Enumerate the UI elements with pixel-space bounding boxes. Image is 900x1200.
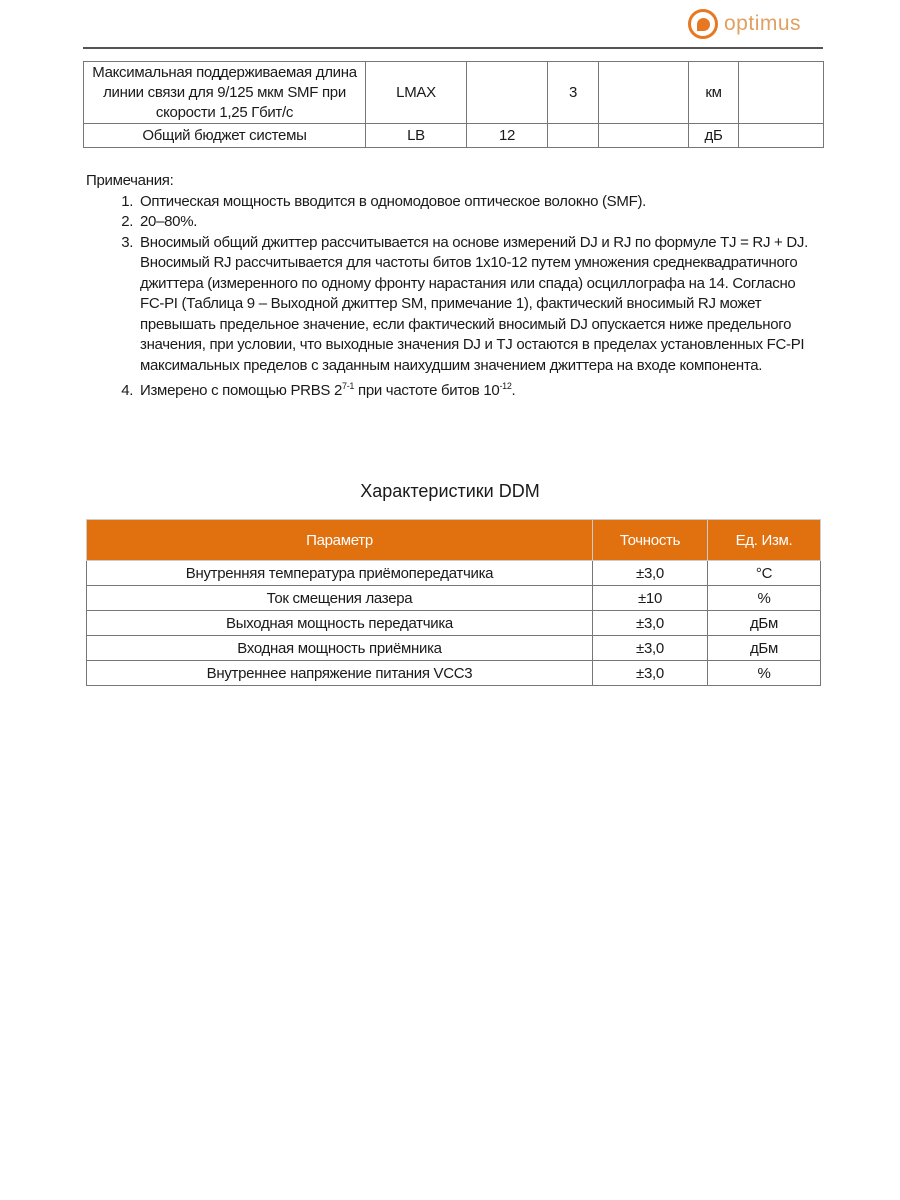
- param-cell: Входная мощность приёмника: [87, 636, 593, 661]
- param-cell: Внутренняя температура приёмопередатчика: [87, 561, 593, 586]
- param-cell: Общий бюджет системы: [84, 124, 366, 148]
- param-cell: Ток смещения лазера: [87, 586, 593, 611]
- table-row: [84, 62, 824, 124]
- accuracy-cell: ±10: [593, 586, 708, 611]
- logo-text: optimus: [724, 12, 802, 35]
- note-superscript: -12: [499, 381, 512, 391]
- column-header: Точность: [593, 520, 708, 561]
- note-item: 2. 20–80%.: [137, 212, 816, 233]
- ddm-table: [86, 519, 821, 686]
- max-cell: [599, 124, 689, 148]
- table-row: [87, 586, 821, 611]
- unit-cell: %: [708, 586, 821, 611]
- accuracy-cell: ±3,0: [593, 561, 708, 586]
- unit-cell: дБм: [708, 636, 821, 661]
- note-cell: [739, 124, 824, 148]
- unit-cell: км: [689, 62, 739, 124]
- notes-section: [86, 171, 816, 402]
- column-header: Ед. Изм.: [708, 520, 821, 561]
- table-row: [87, 561, 821, 586]
- note-superscript: 7-1: [342, 381, 355, 391]
- param-cell: Максимальная поддерживаемая длина линии связи для 9/125 мкм SMF при скорости 1,25 Гбит/с: [84, 62, 366, 124]
- notes-title: Примечания:: [86, 172, 174, 189]
- note-text: Измерено с помощью PRBS 2: [140, 382, 343, 399]
- unit-cell: %: [708, 661, 821, 686]
- symbol-cell: LMAX: [366, 62, 467, 124]
- note-cell: [739, 62, 824, 124]
- note-item: 1. Оптическая мощность вводится в одномодовое оптическое волокно (SMF).: [137, 192, 816, 213]
- optimus-logo-icon: [688, 9, 718, 39]
- table-row: [87, 661, 821, 686]
- accuracy-cell: ±3,0: [593, 636, 708, 661]
- accuracy-cell: ±3,0: [593, 661, 708, 686]
- unit-cell: дБм: [708, 611, 821, 636]
- max-cell: [599, 62, 689, 124]
- column-header: Параметр: [87, 520, 593, 561]
- note-item: [137, 376, 816, 402]
- typ-cell: 3: [548, 62, 599, 124]
- table-row: [87, 611, 821, 636]
- typ-cell: [548, 124, 599, 148]
- unit-cell: дБ: [689, 124, 739, 148]
- notes-list: [86, 192, 816, 402]
- accuracy-cell: ±3,0: [593, 611, 708, 636]
- table-row: [84, 124, 824, 148]
- note-item: 3. Вносимый общий джиттер рассчитывается на основе измерений DJ и RJ по формуле TJ = RJ + DJ. Вносимый RJ рассчитывается для частоты битов 1x10-12 путем умножения среднеквадратичного джиттера (измеренного по одному фронту нарастания или спада) осциллографа на 14. Согласно FC-PI (Таблица 9 – Выходной джиттер SM, примечание 1), фактический вносимый RJ может превышать предельное значение, если фактический вносимый DJ опускается ниже предельного значения, при условии, что выходные значения DJ и TJ остаются в пределах установленных FC-PI максимальных пределов с заданным наихудшим значением джиттера на входе компонента.: [137, 233, 816, 377]
- header-divider: [83, 47, 823, 49]
- note-text: .: [511, 382, 516, 399]
- table-row: [87, 636, 821, 661]
- section-title: Характеристики DDM: [360, 481, 540, 501]
- symbol-cell: LB: [366, 124, 467, 148]
- spec-table: [83, 61, 824, 148]
- table-header-row: [87, 520, 821, 561]
- note-text: при частоте битов 10: [354, 382, 500, 399]
- brand-logo: [688, 9, 801, 39]
- param-cell: Выходная мощность передатчика: [87, 611, 593, 636]
- unit-cell: °C: [708, 561, 821, 586]
- min-cell: 12: [467, 124, 548, 148]
- param-cell: Внутреннее напряжение питания VCC3: [87, 661, 593, 686]
- min-cell: [467, 62, 548, 124]
